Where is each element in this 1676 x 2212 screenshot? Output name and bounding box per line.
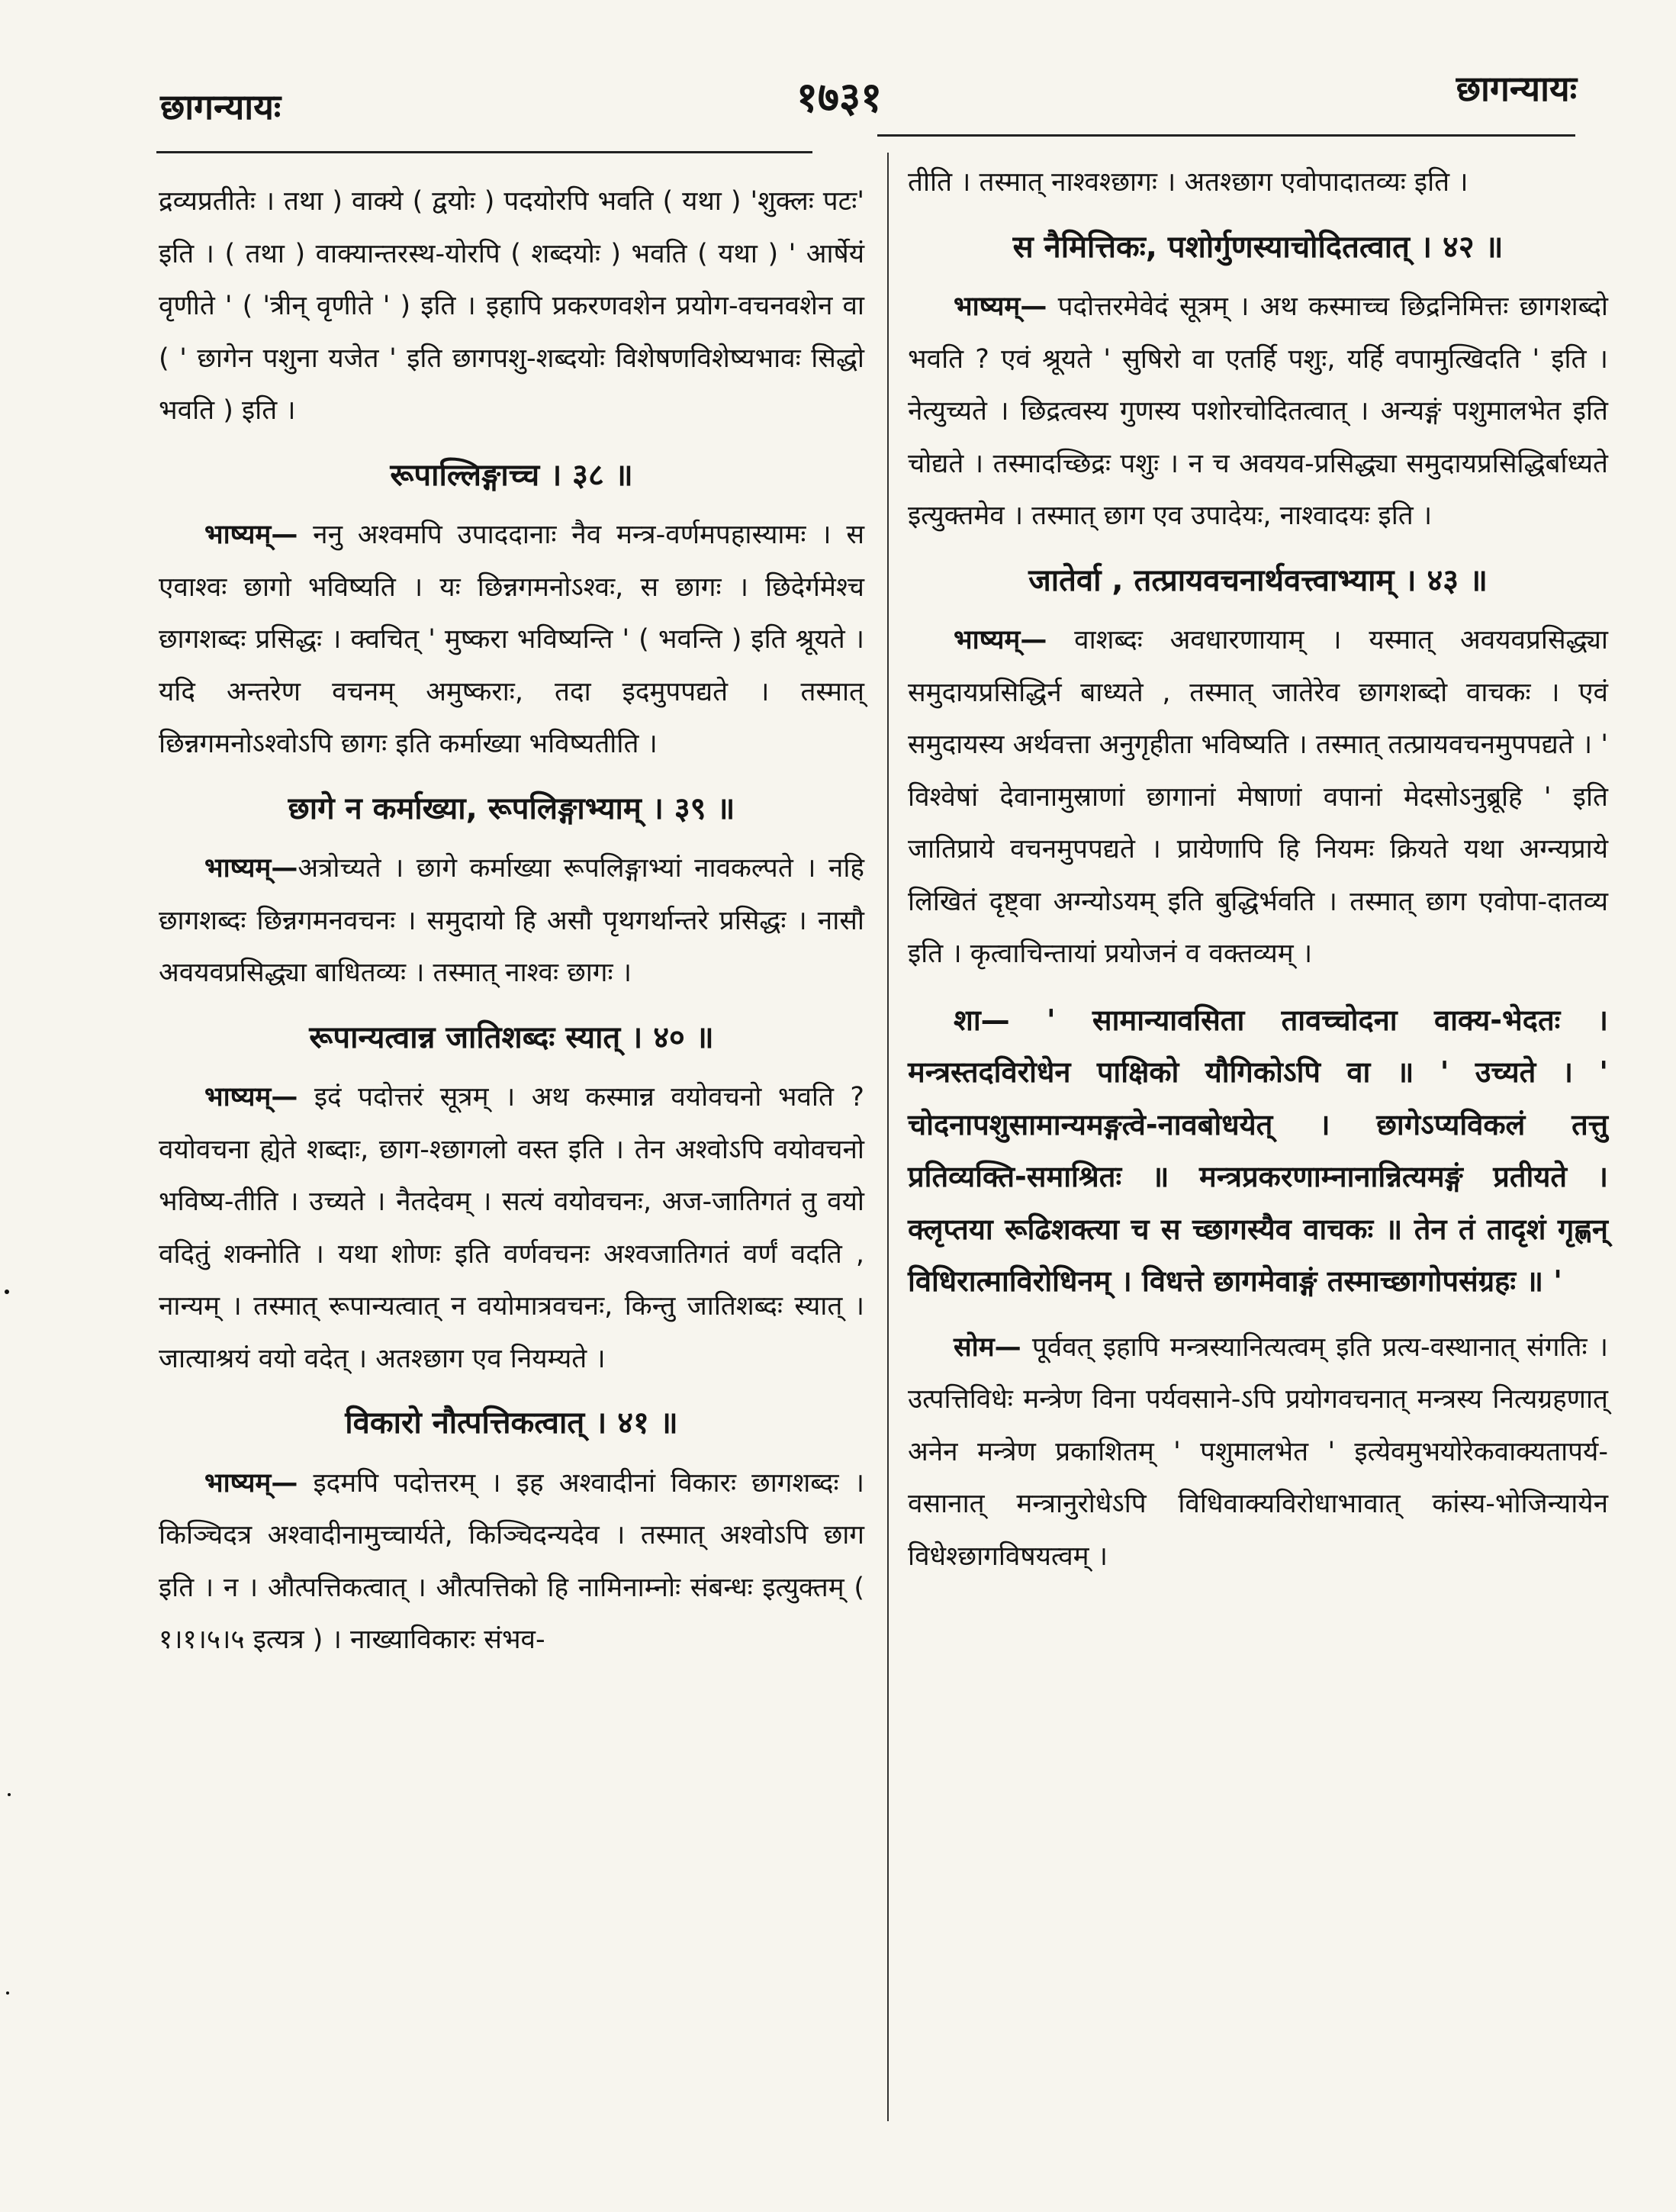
bhashya-43 bbox=[908, 614, 1608, 980]
bhashya-label: भाष्यम्— bbox=[954, 291, 1047, 322]
soma-text: पूर्ववत् इहापि मन्त्रस्यानित्यत्वम् इति प्रत्य-वस्थानात् संगतिः । उत्पत्तिविधेः मन्त्रेण विना पर्यवसाने-ऽपि प्रयोगवचनात् मन्त्रस्य नित्यग्रहणात् अनेन मन्त्रेण प्रकाशितम् ' पशुमालभेत ' इत्येवमुभयोरेकवाक्यतापर्य-वसानात् मन्त्रानुरोधेऽपि विधिवाक्यविरोधाभावात् कांस्य-भोजिन्यायेन विधेश्छागविषयत्वम् । bbox=[908, 1331, 1608, 1572]
running-title-left: छागन्यायः bbox=[160, 86, 281, 127]
scan-speck bbox=[8, 1793, 11, 1796]
bhashya-38 bbox=[159, 509, 864, 771]
bhashya-text: इदं पदोत्तरं सूत्रम् । अथ कस्मान्न वयोवचनो भवति ? वयोवचना ह्येते शब्दाः, छाग-श्छागलो वस्त इति । तेन अश्वोऽपि वयोवचनो भविष्य-तीति । उच्यते । नैतदेवम् । सत्यं वयोवचनः, अज-जातिगतं तु वयो वदितुं शक्नोति । यथा शोणः इति वर्णवचनः अश्वजातिगतं वर्णं वदति , नान्यम् । तस्मात् रूपान्यत्वात् न वयोमात्रवचनः, किन्तु जातिशब्दः स्यात् । जात्याश्रयं वयो वदेत् । अतश्छाग एव नियम्यते । bbox=[159, 1082, 864, 1374]
sutra-39: छागे न कर्माख्या, रूपलिङ्गाभ्याम् । ३९ ॥ bbox=[288, 790, 735, 826]
sutra-42: स नैमित्तिकः, पशोर्गुणस्याचोदितत्वात् । ४२ ॥ bbox=[1012, 229, 1504, 265]
shastra-text: ' सामान्यावसिता तावच्चोदना वाक्य-भेदतः । मन्त्रस्तदविरोधेन पाक्षिको यौगिकोऽपि वा ॥ ' उच्यते । ' चोदनापशुसामान्यमङ्गत्वे-नावबोधयेत् । छागेऽप्यविकलं तत्तु प्रतिव्यक्ति-समाश्रितः ॥ मन्त्रप्रकरणाम्नानान्नित्यमङ्गं प्रतीयते । क्लृप्तया रूढिशक्त्या च स च्छागस्यैव वाचकः ॥ तेन तं तादृशं गृह्णन् विधिरात्माविरोधिनम् । विधत्ते छागमेवाङ्गं तस्माच्छागोपसंग्रहः ॥ ' bbox=[908, 1003, 1608, 1298]
bhashya-text: अत्रोच्यते । छागे कर्माख्या रूपलिङ्गाभ्यां नावकल्पते । नहि छागशब्दः छिन्नगमनवचनः । समुदायो हि असौ पृथगर्थान्तरे प्रसिद्धः । नासौ अवयवप्रसिद्ध्या बाधितव्यः । तस्मात् नाश्वः छागः । bbox=[159, 853, 864, 988]
scan-speck bbox=[6, 1991, 9, 1995]
bhashya-text: वाशब्दः अवधारणायाम् । यस्मात् अवयवप्रसिद्ध्या समुदायप्रसिद्धिर्न बाध्यते , तस्मात् जातेरेव छागशब्दो वाचकः । एवं समुदायस्य अर्थवत्ता अनुगृहीता भविष्यति । तस्मात् तत्प्रायवचनमुपपद्यते । ' विश्वेषां देवानामुस्राणां छागानां मेषाणां वपानां मेदसोऽनुब्रूहि ' इति जातिप्राये वचनमुपपद्यते । प्रायेणापि हि नियमः क्रियते यथा अग्न्यप्राये लिखितं दृष्ट्वा अग्न्योऽयम् इति बुद्धिर्भवति । तस्मात् छाग एवोपा-दातव्य इति । कृत्वाचिन्तायां प्रयोजनं व वक्तव्यम् । bbox=[908, 625, 1608, 969]
header-rule-right bbox=[877, 134, 1575, 137]
bhashya-label: भाष्यम्— bbox=[204, 1467, 298, 1499]
bhashya-39 bbox=[159, 842, 864, 1000]
left-column bbox=[159, 175, 864, 1666]
continuation-paragraph: द्रव्यप्रतीतेः । तथा ) वाक्ये ( द्वयोः ) पदयोरपि भवति ( यथा ) 'शुक्लः पटः' इति । ( तथा ) वाक्यान्तरस्थ-योरपि ( शब्दयोः ) भवति ( यथा ) ' आर्षेयं वृणीते ' ( 'त्रीन् वृणीते ' ) इति । इहापि प्रकरणवशेन प्रयोग-वचनवशेन वा ( ' छागेन पशुना यजेत ' इति छागपशु-शब्दयोः विशेषणविशेष्यभावः सिद्धो भवति ) इति । bbox=[159, 186, 864, 426]
bhashya-label: भाष्यम्— bbox=[204, 1082, 298, 1112]
page-number: १७३१ bbox=[796, 73, 883, 121]
running-title-right: छागन्यायः bbox=[1456, 68, 1577, 109]
bhashya-text: ननु अश्वमपि उपाददानाः नैव मन्त्र-वर्णमपहास्यामः । स एवाश्वः छागो भविष्यति । यः छिन्नगमनोऽश्वः, स छागः । छिदेर्गमेश्च छागशब्दः प्रसिद्धः । क्वचित् ' मुष्करा भविष्यन्ति ' ( भवन्ति ) इति श्रूयते । यदि अन्तरेण वचनम् अमुष्कराः, तदा इदमुपपद्यते । तस्मात् छिन्नगमनोऽश्वोऽपि छागः इति कर्माख्या भविष्यतीति । bbox=[159, 520, 864, 759]
column-divider bbox=[887, 153, 889, 2121]
soma-label: सोम— bbox=[954, 1331, 1021, 1363]
page-header bbox=[0, 0, 1676, 153]
bhashya-label: भाष्यम्— bbox=[204, 520, 298, 550]
sutra-38: रूपाल्लिङ्गाच्च । ३८ ॥ bbox=[390, 457, 633, 493]
sutra-41: विकारो नौत्पत्तिकत्वात् । ४१ ॥ bbox=[345, 1405, 678, 1441]
continuation-paragraph: तीति । तस्मात् नाश्वश्छागः । अतश्छाग एवोपादातव्यः इति । bbox=[908, 167, 1469, 198]
right-column bbox=[908, 156, 1608, 1583]
bhashya-label: भाष्यम्— bbox=[954, 625, 1047, 655]
sutra-40: रूपान्यत्वान्न जातिशब्दः स्यात् । ४० ॥ bbox=[309, 1019, 714, 1055]
bhashya-label: भाष्यम्— bbox=[204, 853, 298, 884]
soma-commentary bbox=[908, 1322, 1608, 1583]
bhashya-41 bbox=[159, 1457, 864, 1666]
bhashya-40 bbox=[159, 1071, 864, 1385]
bhashya-42 bbox=[908, 281, 1608, 543]
scan-speck bbox=[5, 1290, 9, 1294]
sutra-43: जातेर्वा , तत्प्रायवचनार्थवत्त्वाभ्याम् । ४३ ॥ bbox=[1028, 562, 1488, 598]
shastra-label: शा— bbox=[954, 1003, 1010, 1037]
shastra-verse bbox=[908, 994, 1608, 1308]
header-rule-left bbox=[156, 151, 812, 153]
bhashya-text: इदमपि पदोत्तरम् । इह अश्वादीनां विकारः छागशब्दः । किञ्चिदत्र अश्वादीनामुच्चार्यते, किञ्चिदन्यदेव । तस्मात् अश्वोऽपि छाग इति । न । औत्पत्तिकत्वात् । औत्पत्तिको हि नामिनाम्नोः संबन्धः इत्युक्तम् ( १।१।५।५ इत्यत्र ) । नाख्याविकारः संभव- bbox=[159, 1467, 864, 1655]
bhashya-text: पदोत्तरमेवेदं सूत्रम् । अथ कस्माच्च छिद्रनिमित्तः छागशब्दो भवति ? एवं श्रूयते ' सुषिरो वा एतर्हि पशुः, यर्हि वपामुत्खिदति ' इति । नेत्युच्यते । छिद्रत्वस्य गुणस्य पशोरचोदितत्वात् । अन्यङ्गं पशुमालभेत इति चोद्यते । तस्मादच्छिद्रः पशुः । न च अवयव-प्रसिद्ध्या समुदायप्रसिद्धिर्बाध्यते इत्युक्तमेव । तस्मात् छाग एव उपादेयः, नाश्वादयः इति । bbox=[908, 291, 1608, 531]
